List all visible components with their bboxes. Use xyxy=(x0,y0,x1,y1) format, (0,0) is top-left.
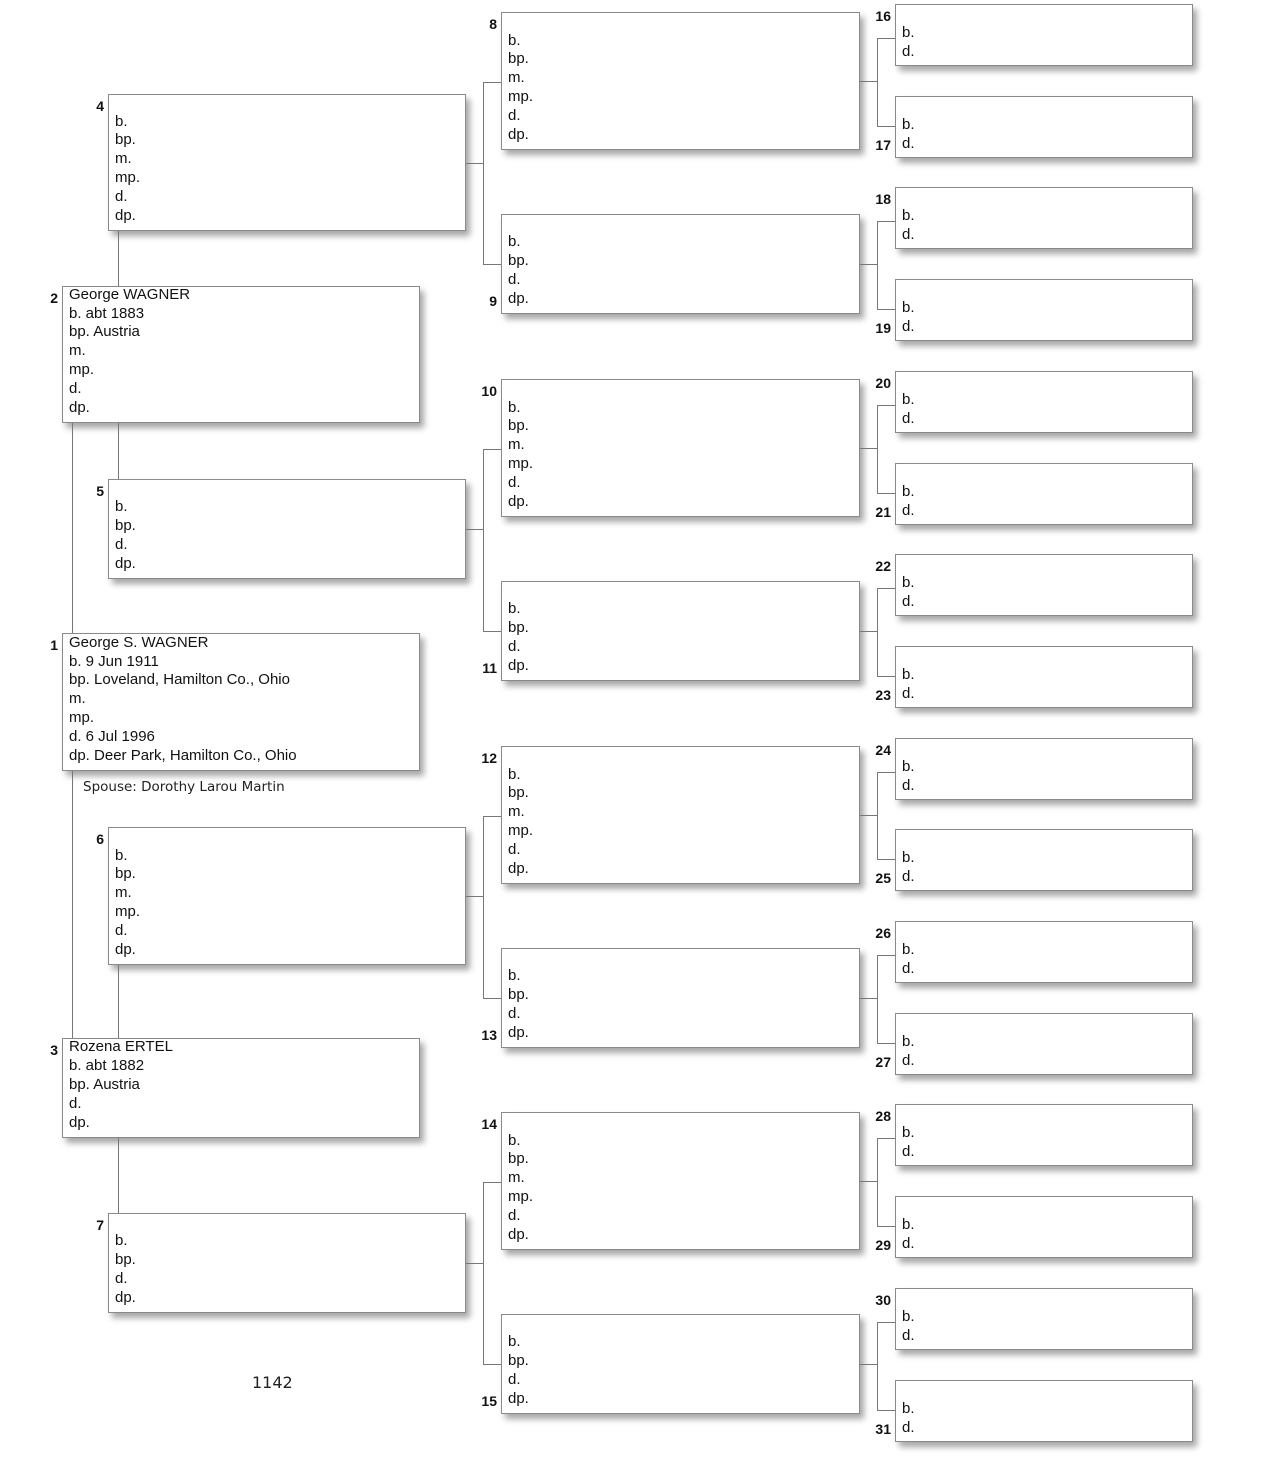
connector-line xyxy=(860,448,877,449)
person-fact: d. xyxy=(902,960,915,978)
person-number: 5 xyxy=(96,483,104,499)
connector-line xyxy=(483,1182,501,1183)
person-fact: dp. xyxy=(508,860,529,878)
person-number: 9 xyxy=(489,293,497,309)
person-name: George WAGNER xyxy=(69,285,191,303)
person-number: 19 xyxy=(875,320,891,336)
person-fact: d. xyxy=(508,1005,521,1023)
person-fact: b. xyxy=(508,967,521,985)
person-name xyxy=(109,94,465,113)
person-fact: d. xyxy=(508,1207,521,1225)
person-fact: d. xyxy=(902,1143,915,1161)
person-fact: bp. xyxy=(508,417,529,435)
person-box-21[interactable] xyxy=(895,463,1193,525)
person-box-5[interactable] xyxy=(108,479,466,579)
connector-line xyxy=(877,493,895,494)
connector-line xyxy=(483,82,501,83)
person-fact: d. xyxy=(902,593,915,611)
person-box-31[interactable] xyxy=(895,1380,1193,1442)
person-fact: b. xyxy=(115,1232,128,1250)
connector-line xyxy=(72,771,73,1038)
connector-line xyxy=(860,815,877,816)
person-fact: bp. Austria xyxy=(69,323,140,341)
person-fact: b. xyxy=(115,112,128,130)
person-fact: d. xyxy=(508,271,521,289)
person-fact: mp. xyxy=(508,455,534,473)
connector-line xyxy=(877,588,895,589)
page-number: 1142 xyxy=(252,1373,293,1392)
connector-line xyxy=(483,1182,484,1364)
connector-line xyxy=(877,221,895,222)
connector-line xyxy=(466,163,483,164)
person-fact: b. xyxy=(902,207,915,225)
person-number: 27 xyxy=(875,1054,891,1070)
person-fact: b. xyxy=(902,574,915,592)
person-fact: d. xyxy=(69,1095,82,1113)
person-fact: bp. xyxy=(115,131,136,149)
connector-line xyxy=(877,1138,878,1226)
connector-line xyxy=(483,631,501,632)
person-fact: mp. xyxy=(508,822,534,840)
person-number: 16 xyxy=(875,8,891,24)
person-fact: b. xyxy=(902,1033,915,1051)
person-number: 13 xyxy=(481,1027,497,1043)
person-box-20[interactable] xyxy=(895,371,1193,433)
person-box-26[interactable] xyxy=(895,921,1193,983)
person-fact: bp. xyxy=(508,1352,529,1370)
person-number: 21 xyxy=(875,504,891,520)
person-fact: d. xyxy=(902,1419,915,1437)
person-name xyxy=(502,380,859,399)
connector-line xyxy=(483,1364,501,1365)
person-box-3[interactable] xyxy=(62,1038,420,1138)
person-fact: d. xyxy=(902,502,915,520)
person-box-6[interactable] xyxy=(108,827,466,965)
person-fact: b. xyxy=(508,1131,521,1149)
person-number: 3 xyxy=(50,1042,58,1058)
person-fact: mp. xyxy=(69,709,95,727)
person-fact: dp. xyxy=(69,399,90,417)
connector-line xyxy=(877,1226,895,1227)
person-fact: b. xyxy=(508,600,521,618)
connector-line xyxy=(483,816,484,998)
person-fact: dp. xyxy=(115,1289,136,1307)
person-name xyxy=(109,479,465,498)
connector-line xyxy=(877,772,878,859)
connector-line xyxy=(877,588,878,676)
person-number: 8 xyxy=(489,16,497,32)
person-fact: d. xyxy=(902,226,915,244)
person-number: 2 xyxy=(50,290,58,306)
person-fact: bp. xyxy=(508,986,529,1004)
person-fact: bp. xyxy=(508,50,529,68)
person-fact: mp. xyxy=(69,361,95,379)
person-number: 25 xyxy=(875,870,891,886)
person-box-23[interactable] xyxy=(895,646,1193,708)
person-fact: b. xyxy=(902,1400,915,1418)
person-fact: d. xyxy=(902,1052,915,1070)
person-fact: dp. xyxy=(69,1114,90,1132)
person-box-2[interactable] xyxy=(62,286,420,423)
person-name xyxy=(502,948,859,967)
person-name xyxy=(109,828,465,847)
person-fact: b. xyxy=(902,1216,915,1234)
person-fact: b. xyxy=(115,846,128,864)
person-box-11[interactable] xyxy=(501,581,860,681)
person-fact: bp. xyxy=(115,517,136,535)
person-box-27[interactable] xyxy=(895,1013,1193,1075)
person-fact: m. xyxy=(508,1169,525,1187)
person-fact: b. abt 1882 xyxy=(69,1057,145,1075)
person-fact: dp. xyxy=(508,290,529,308)
connector-line xyxy=(118,1138,119,1213)
person-fact: m. xyxy=(69,690,86,708)
connector-line xyxy=(466,1263,483,1264)
connector-line xyxy=(877,405,878,493)
person-box-16[interactable] xyxy=(895,4,1193,66)
person-number: 28 xyxy=(875,1108,891,1124)
person-fact: dp. xyxy=(508,1226,529,1244)
person-box-18[interactable] xyxy=(895,187,1193,249)
connector-line xyxy=(877,676,895,677)
person-number: 14 xyxy=(481,1116,497,1132)
person-fact: d. xyxy=(508,638,521,656)
person-number: 17 xyxy=(875,137,891,153)
connector-line xyxy=(877,955,878,1043)
person-fact: dp. xyxy=(508,1390,529,1408)
person-name: Rozena ERTEL xyxy=(69,1038,173,1056)
connector-line xyxy=(860,998,877,999)
connector-line xyxy=(877,1410,895,1411)
connector-line xyxy=(877,859,895,860)
connector-line xyxy=(877,955,895,956)
connector-line xyxy=(483,449,484,631)
person-fact: b. xyxy=(902,483,915,501)
person-fact: d. xyxy=(115,1270,128,1288)
person-fact: dp. xyxy=(115,941,136,959)
person-box-29[interactable] xyxy=(895,1196,1193,1258)
connector-line xyxy=(118,965,119,1038)
person-fact: b. xyxy=(902,391,915,409)
person-name xyxy=(502,214,859,233)
person-fact: b. xyxy=(508,1333,521,1351)
connector-line xyxy=(877,309,895,310)
connector-line xyxy=(877,221,878,309)
person-name: George S. WAGNER xyxy=(69,633,209,651)
person-box-15[interactable] xyxy=(501,1314,860,1414)
person-fact: dp. xyxy=(508,493,529,511)
connector-line xyxy=(483,264,501,265)
person-number: 15 xyxy=(481,1393,497,1409)
person-fact: dp. xyxy=(115,207,136,225)
person-number: 11 xyxy=(482,660,497,676)
person-fact: b. xyxy=(902,24,915,42)
person-fact: bp. xyxy=(508,252,529,270)
connector-line xyxy=(483,816,501,817)
connector-line xyxy=(72,423,73,633)
person-fact: b. xyxy=(902,299,915,317)
person-fact: bp. Austria xyxy=(69,1076,140,1094)
person-fact: m. xyxy=(115,150,132,168)
person-fact: b. xyxy=(902,116,915,134)
person-box-13[interactable] xyxy=(501,948,860,1048)
person-fact: d. xyxy=(902,43,915,61)
person-box-22[interactable] xyxy=(895,554,1193,616)
person-fact: d. xyxy=(902,135,915,153)
person-box-28[interactable] xyxy=(895,1104,1193,1166)
person-fact: b. xyxy=(115,498,128,516)
person-fact: d. xyxy=(902,318,915,336)
person-number: 23 xyxy=(875,687,891,703)
person-fact: m. xyxy=(508,69,525,87)
person-fact: m. xyxy=(508,436,525,454)
connector-line xyxy=(877,38,895,39)
connector-line xyxy=(877,1043,895,1044)
person-box-4[interactable] xyxy=(108,94,466,231)
person-fact: dp. Deer Park, Hamilton Co., Ohio xyxy=(69,747,297,765)
person-fact: b. xyxy=(902,1124,915,1142)
person-box-7[interactable] xyxy=(108,1213,466,1313)
person-number: 22 xyxy=(875,558,891,574)
person-fact: d. xyxy=(508,1371,521,1389)
person-number: 26 xyxy=(875,925,891,941)
connector-line xyxy=(877,126,895,127)
person-box-25[interactable] xyxy=(895,829,1193,891)
person-box-14[interactable] xyxy=(501,1112,860,1250)
person-fact: d. xyxy=(902,777,915,795)
connector-line xyxy=(483,82,484,264)
person-fact: dp. xyxy=(115,555,136,573)
person-number: 4 xyxy=(96,98,104,114)
person-fact: mp. xyxy=(508,88,534,106)
connector-line xyxy=(860,1364,877,1365)
person-fact: d. xyxy=(902,1235,915,1253)
person-number: 24 xyxy=(875,742,891,758)
person-fact: b. xyxy=(902,1308,915,1326)
person-number: 1 xyxy=(50,637,58,653)
person-fact: d. xyxy=(69,380,82,398)
person-fact: d. xyxy=(508,841,521,859)
person-number: 10 xyxy=(481,383,497,399)
person-fact: b. xyxy=(902,758,915,776)
person-box-9[interactable] xyxy=(501,214,860,314)
person-fact: b. xyxy=(902,666,915,684)
person-fact: d. 6 Jul 1996 xyxy=(69,728,155,746)
person-fact: b. xyxy=(508,765,521,783)
connector-line xyxy=(860,81,877,82)
person-fact: m. xyxy=(115,884,132,902)
person-fact: d. xyxy=(115,536,128,554)
person-fact: b. xyxy=(902,941,915,959)
connector-line xyxy=(483,449,501,450)
person-fact: bp. xyxy=(115,865,136,883)
person-fact: bp. xyxy=(508,1150,529,1168)
person-fact: b. xyxy=(508,31,521,49)
connector-line xyxy=(118,231,119,286)
person-fact: bp. xyxy=(115,1251,136,1269)
person-box-24[interactable] xyxy=(895,738,1193,800)
person-fact: bp. xyxy=(508,784,529,802)
person-fact: m. xyxy=(508,803,525,821)
person-fact: d. xyxy=(902,685,915,703)
person-box-12[interactable] xyxy=(501,746,860,884)
connector-line xyxy=(466,896,483,897)
person-number: 6 xyxy=(96,831,104,847)
connector-line xyxy=(877,405,895,406)
person-number: 18 xyxy=(875,191,891,207)
person-fact: d. xyxy=(902,410,915,428)
person-number: 20 xyxy=(875,375,891,391)
person-fact: bp. Loveland, Hamilton Co., Ohio xyxy=(69,671,290,689)
person-fact: b. 9 Jun 1911 xyxy=(69,652,159,670)
person-box-8[interactable] xyxy=(501,12,860,150)
person-number: 12 xyxy=(481,750,497,766)
connector-line xyxy=(483,998,501,999)
person-number: 30 xyxy=(875,1292,891,1308)
person-box-19[interactable] xyxy=(895,279,1193,341)
person-fact: mp. xyxy=(115,903,141,921)
person-fact: mp. xyxy=(115,169,141,187)
person-name xyxy=(502,1314,859,1333)
person-name xyxy=(109,1213,465,1232)
person-fact: b. xyxy=(902,849,915,867)
person-name xyxy=(502,1113,859,1132)
person-fact: dp. xyxy=(508,126,529,144)
person-fact: mp. xyxy=(508,1188,534,1206)
connector-line xyxy=(860,1181,877,1182)
person-fact: b. xyxy=(508,398,521,416)
connector-line xyxy=(118,423,119,479)
person-fact: bp. xyxy=(508,619,529,637)
person-name xyxy=(502,581,859,600)
person-fact: d. xyxy=(115,922,128,940)
person-box-1[interactable] xyxy=(62,633,420,771)
person-fact: dp. xyxy=(508,1024,529,1042)
person-fact: m. xyxy=(69,342,86,360)
person-name xyxy=(502,13,859,32)
person-box-10[interactable] xyxy=(501,379,860,517)
person-fact: d. xyxy=(902,1327,915,1345)
person-fact: b. xyxy=(508,233,521,251)
person-box-17[interactable] xyxy=(895,96,1193,158)
connector-line xyxy=(466,529,483,530)
connector-line xyxy=(877,772,895,773)
person-fact: b. abt 1883 xyxy=(69,304,145,322)
connector-line xyxy=(860,264,877,265)
connector-line xyxy=(877,38,878,126)
person-number: 31 xyxy=(875,1421,891,1437)
person-fact: d. xyxy=(508,474,521,492)
person-fact: d. xyxy=(508,107,521,125)
spouse-label: Spouse: Dorothy Larou Martin xyxy=(83,779,285,795)
connector-line xyxy=(877,1322,878,1410)
person-fact: dp. xyxy=(508,657,529,675)
person-name xyxy=(502,747,859,766)
person-number: 7 xyxy=(96,1217,104,1233)
person-fact: d. xyxy=(902,868,915,886)
person-box-30[interactable] xyxy=(895,1288,1193,1350)
connector-line xyxy=(877,1322,895,1323)
person-fact: d. xyxy=(115,188,128,206)
person-number: 29 xyxy=(875,1237,891,1253)
connector-line xyxy=(877,1138,895,1139)
connector-line xyxy=(860,631,877,632)
